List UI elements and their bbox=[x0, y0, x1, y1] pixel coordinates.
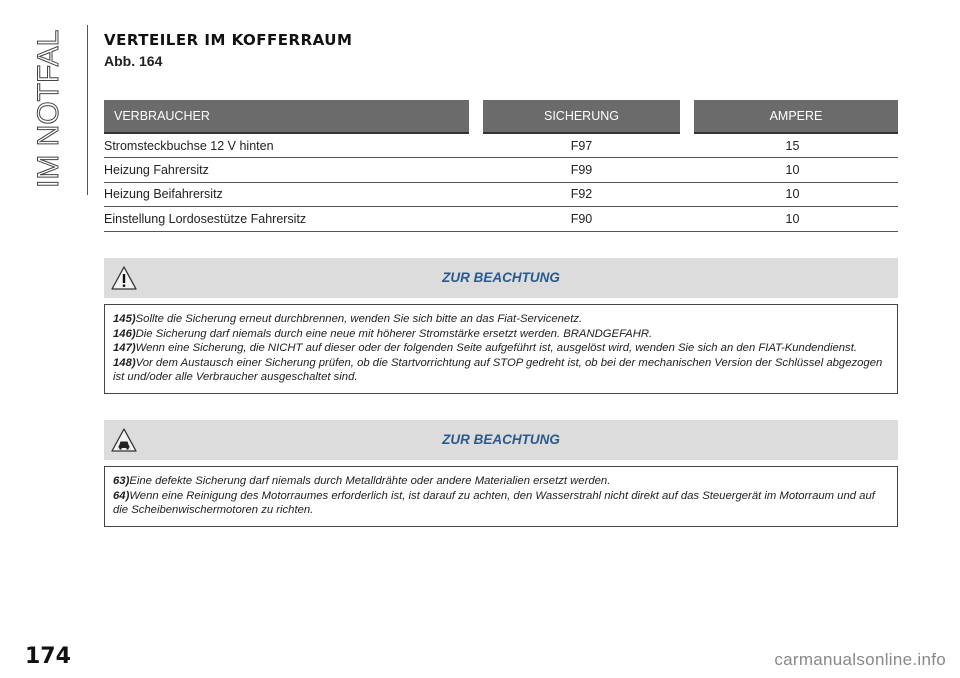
note-item: 147)Wenn eine Sicherung, die NICHT auf dieser oder der folgenden Seite aufgeführt ist, ausgelöst wird, wenden Sie sich an den FIAT-Kundendienst. bbox=[113, 342, 857, 355]
figure-reference: Abb. 164 bbox=[104, 53, 163, 69]
table-row bbox=[104, 158, 898, 183]
cell-fuse: F97 bbox=[476, 133, 687, 158]
table-row bbox=[104, 133, 898, 158]
header-sicherung: SICHERUNG bbox=[476, 100, 687, 133]
side-divider bbox=[87, 25, 88, 195]
table-row bbox=[104, 182, 898, 207]
caution-note-header bbox=[104, 420, 898, 460]
side-tab-label: IM NOTFALL bbox=[32, 30, 65, 188]
note-item: 63)Eine defekte Sicherung darf niemals durch Metalldrähte oder andere Materialien ersetzt werden. bbox=[113, 475, 611, 487]
warning-note-body bbox=[104, 304, 898, 394]
caution-note-heading: ZUR BEACHTUNG bbox=[442, 432, 560, 447]
cell-fuse: F90 bbox=[476, 207, 687, 232]
note-item: 64)Wenn eine Reinigung des Motorraumes erforderlich ist, ist darauf zu achten, den Wasserstrahl nicht direkt auf das Steuergerät im Motorraum und auf die Scheibenwischermotoren zu richten. bbox=[113, 489, 875, 517]
section-title: VERTEILER IM KOFFERRAUM bbox=[104, 31, 353, 49]
warning-note-header bbox=[104, 258, 898, 298]
cell-consumer: Heizung Beifahrersitz bbox=[104, 182, 476, 207]
warning-note bbox=[104, 258, 898, 394]
note-item: 148)Vor dem Austausch einer Sicherung prüfen, ob die Startvorrichtung auf STOP gedreht ist, ob bei der mechanischen Version der Schlüssel abgezogen ist und/oder alle Verbraucher ausgeschaltet sind. bbox=[113, 356, 883, 384]
cell-ampere: 10 bbox=[687, 207, 898, 232]
table-header-row bbox=[104, 100, 898, 133]
caution-note-body bbox=[104, 466, 898, 527]
cell-ampere: 10 bbox=[687, 182, 898, 207]
cell-ampere: 15 bbox=[687, 133, 898, 158]
car-caution-icon bbox=[110, 426, 138, 454]
cell-fuse: F92 bbox=[476, 182, 687, 207]
header-ampere: AMPERE bbox=[687, 100, 898, 133]
cell-fuse: F99 bbox=[476, 158, 687, 183]
watermark: carmanualsonline.info bbox=[774, 650, 946, 669]
caution-note bbox=[104, 420, 898, 527]
header-verbraucher: VERBRAUCHER bbox=[104, 100, 476, 133]
warning-note-heading: ZUR BEACHTUNG bbox=[442, 270, 560, 285]
cell-consumer: Einstellung Lordosestütze Fahrersitz bbox=[104, 207, 476, 232]
side-tab bbox=[10, 30, 80, 190]
side-tab-graphic bbox=[10, 30, 80, 190]
warning-triangle-icon bbox=[110, 264, 138, 292]
fuse-table bbox=[104, 100, 898, 232]
note-item: 146)Die Sicherung darf niemals durch eine neue mit höherer Stromstärke ersetzt werden. BRANDGEFAHR. bbox=[113, 327, 653, 340]
cell-consumer: Heizung Fahrersitz bbox=[104, 158, 476, 183]
note-item: 145)Sollte die Sicherung erneut durchbrennen, wenden Sie sich bitte an das Fiat-Servicenetz. bbox=[113, 313, 583, 325]
table-row bbox=[104, 207, 898, 232]
cell-consumer: Stromsteckbuchse 12 V hinten bbox=[104, 133, 476, 158]
page-number: 174 bbox=[25, 644, 71, 669]
cell-ampere: 10 bbox=[687, 158, 898, 183]
